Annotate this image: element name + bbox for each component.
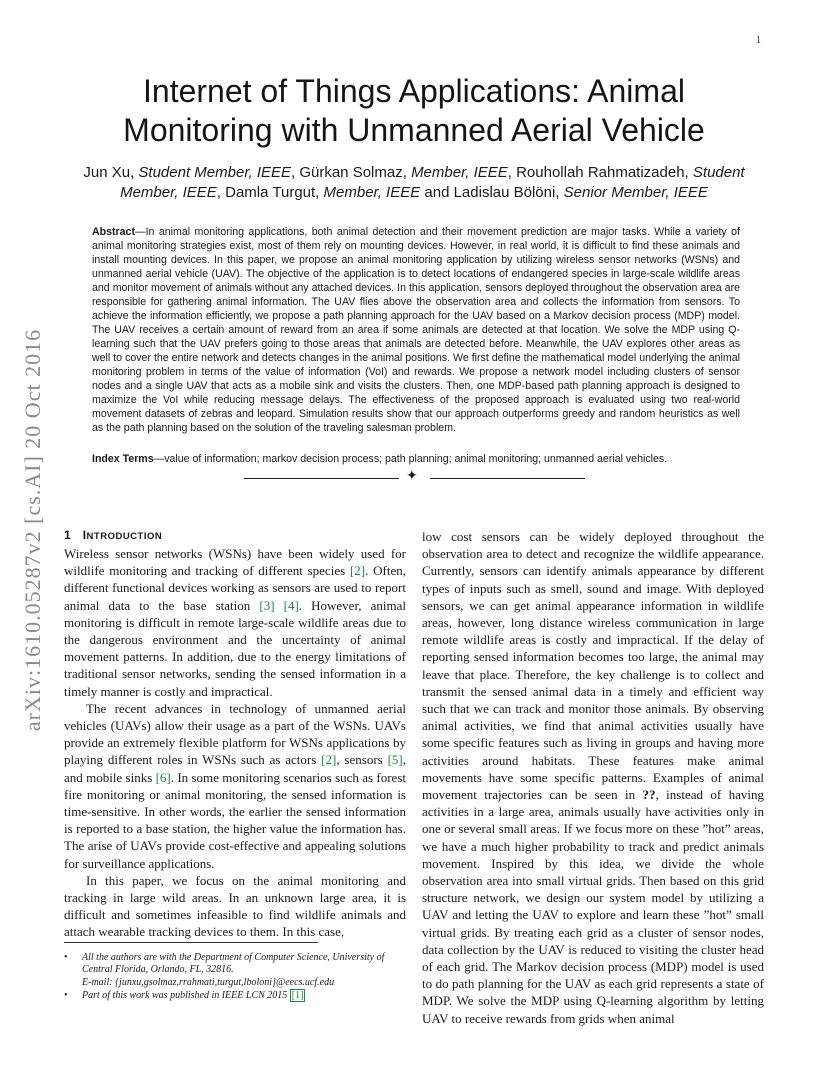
citation-link[interactable]: [1] <box>291 990 304 1002</box>
author-role: Member, IEEE <box>120 184 217 201</box>
paragraph-text <box>275 598 284 613</box>
arxiv-identifier: arXiv:1610.05287v2 [cs.AI] 20 Oct 2016 <box>20 328 45 732</box>
left-column <box>64 545 406 941</box>
author-name: and Ladislau Bölöni, <box>424 184 560 201</box>
author-name: , Gürkan Solmaz, <box>291 164 407 181</box>
citation-link[interactable]: [2] <box>321 752 337 768</box>
citation-link[interactable]: [2] <box>349 563 366 579</box>
section-title-cap: I <box>82 528 87 542</box>
paragraph <box>422 528 764 1027</box>
paragraph <box>64 545 406 700</box>
index-terms-label: Index Terms <box>92 453 154 465</box>
author-name: , Rouhollah Rahmatizadeh, <box>507 164 689 181</box>
citation-link[interactable]: [6] <box>155 769 171 785</box>
abstract <box>92 225 740 435</box>
citation-link[interactable]: [4] <box>283 597 299 613</box>
footnotes <box>64 952 410 1004</box>
separator-line-right <box>430 478 585 479</box>
author-role: Member, IEEE <box>323 184 421 201</box>
footnote-email: E-mail: {junxu,gsolmaz,rrahmati,turgut,lboloni}@eecs.ucf.edu <box>82 976 335 988</box>
paper-title <box>60 72 768 150</box>
author-name: Jun Xu, <box>83 164 135 181</box>
right-column <box>422 528 764 1027</box>
paragraph-text: , and mobile sinks <box>64 752 406 785</box>
paragraph-text: , instead of having activities in a large area, animals usually have activities only in one or several small areas. If we focus more on these ”hot” areas, we have a much higher probability to track and predict animals movement. Inspired by this idea, we divide the whole observation area into small virtual grids. Then based on this grid structure network, we design our system model by utilizing a UAV and letting the UAV to explore and learn these ”hot” small virtual grids. By treating each grid as a cluster of sensor nodes, data collection by the UAV is reduced to visiting the cluster head of each grid. The Markov decision process (MDP) model is used to do path planning for the UAV as each grid represents a state of MDP. We solve the MDP using Q-learning algorithm by letting UAV to receive rewards from grids when animal <box>422 787 764 1026</box>
footnote-line: Part of this work was published in IEEE LCN 2015 <box>82 990 290 1002</box>
paragraph-text: . In some monitoring scenarios such as forest fire monitoring or animal monitoring, the sensed information is time-sensitive. In other words, the earlier the sensed information is reported to a base station, the higher value the information has. The arise of UAVs provide cost-effective and appealing solutions for surveillance applications. <box>64 769 406 871</box>
separator-line-left <box>244 478 399 479</box>
footnote-rule <box>64 942 318 943</box>
abstract-label: Abstract <box>92 226 135 238</box>
footnote-text <box>82 952 410 989</box>
paragraph-text: . Often, different functional devices working as sensors are used to report animal data to the base station <box>64 563 406 613</box>
author-line-2 <box>60 183 768 203</box>
footnote-line: All the authors are with the Department of Computer Science, University of Central Florida, Orlando, FL, 32816. <box>82 952 385 976</box>
section-heading <box>64 527 162 545</box>
author-list <box>60 163 768 203</box>
index-terms-text: —value of information; markov decision process; path planning; animal monitoring; unmanned aerial vehicles. <box>153 453 668 465</box>
section-number: 1 <box>64 528 72 542</box>
footnote-text <box>82 990 305 1002</box>
separator-diamond-icon: ✦ <box>406 468 418 484</box>
author-role: Senior Member, IEEE <box>563 184 708 201</box>
paragraph-text: The recent advances in technology of unmanned aerial vehicles (UAVs) allow their usage as a part of the WSNs. UAVs provide an extremely flexible platform for WSNs applications by playing different roles in WSNs such as actors <box>64 700 406 768</box>
paragraph-text: In this paper, we focus on the animal monitoring and tracking in large wild areas. In an unknown large area, it is difficult and sometimes infeasible to find wildlife animals and attach wearable tracking devices to them. In this case, <box>64 872 406 940</box>
title-line-2: Monitoring with Unmanned Aerial Vehicle <box>123 112 705 148</box>
paragraph-text: . However, animal monitoring is difficult in remote large-scale wildlife areas due to the dangerous environment and the uncertainty of animal movement patterns. In addition, due to the energy limitations of traditional sensor networks, sending the sensed information in a timely manner is costly and impractical. <box>64 597 406 699</box>
footnote-item <box>64 952 410 989</box>
author-role: Student <box>692 164 745 181</box>
paragraph-text: low cost sensors can be widely deployed throughout the observation area to detect and recognize the wildlife appearance. Currently, sensors can identify animals appearance by different types of inputs such as smell, sound and image. With deployed sensors, we can get animal appearance information in wildlife areas, however, long distance wireless communication in large remote wildlife areas is costly and impractical. If the delay of reporting sensed information becomes too large, the animal may leave that place. Therefore, the key challenge is to collect and transmit the sensed animal data in a timely and efficient way such that we can track and monitor those animals. By observing animal activities, we find that animal activities usually have some specific features such as living in groups and having more activities around habitats. These features make animal movements have some specific patterns. Examples of animal movement trajectories can be seen in <box>422 529 764 803</box>
index-terms <box>92 452 740 466</box>
citation-link[interactable]: [3] <box>259 597 275 613</box>
paragraph <box>64 872 406 941</box>
paragraph <box>64 700 406 872</box>
bullet-icon: • <box>64 990 68 1002</box>
page-number: 1 <box>756 35 761 46</box>
author-line-1 <box>60 163 768 183</box>
paragraph-text: Wireless sensor networks (WSNs) have been widely used for wildlife monitoring and tracking of different species <box>64 546 406 579</box>
abstract-text: —In animal monitoring applications, both animal detection and their movement prediction are major tasks. While a variety of animal monitoring strategies exist, most of them rely on mounting devices. However, in real world, it is difficult to find these animals and install mounting devices. In this paper, we propose an animal monitoring application by utilizing wireless sensor networks (WSNs) and unmanned aerial vehicle (UAV). The objective of the application is to detect locations of endangered species in large-scale wildlife areas and monitor movement of animals without any attached devices. In this application, sensors deployed throughout the observation area are responsible for gathering animal information. The UAV flies above the observation area and collects the information from sensors. To achieve the information efficiently, we propose a path planning approach for the UAV based on a Markov decision process (MDP) model. The UAV receives a certain amount of reward from an area if some animals are detected at that location. We solve the MDP using Q-learning such that the UAV prefers going to those areas that animals are detected before. Meanwhile, the UAV explores other areas as well to cover the entire network and detects changes in the animal positions. We first define the mathematical model underlying the animal monitoring problem in terms of the value of information (VoI) and rewards. We propose a network model including clusters of sensor nodes and a single UAV that acts as a mobile sink and visits the clusters. Then, one MDP-based path planning approach is designed to maximize the VoI while reducing message delays. The effectiveness of the proposed approach is evaluated using two real-world movement datasets of zebras and leopard. Simulation results show that our approach outperforms greedy and random heuristics as well as the path planning based on the solution of the traveling salesman problem. <box>92 226 740 434</box>
title-line-1: Internet of Things Applications: Animal <box>143 73 685 109</box>
author-role: Member, IEEE <box>411 164 508 181</box>
footnote-item <box>64 990 410 1002</box>
author-name: , Damla Turgut, <box>216 184 320 201</box>
author-role: Student Member, IEEE <box>138 164 291 181</box>
missing-reference: ?? <box>642 787 656 803</box>
section-title-rest: NTRODUCTION <box>86 531 163 542</box>
bullet-icon: • <box>64 952 68 963</box>
citation-link[interactable]: [5] <box>387 752 403 768</box>
paragraph-text: , sensors <box>336 752 388 768</box>
